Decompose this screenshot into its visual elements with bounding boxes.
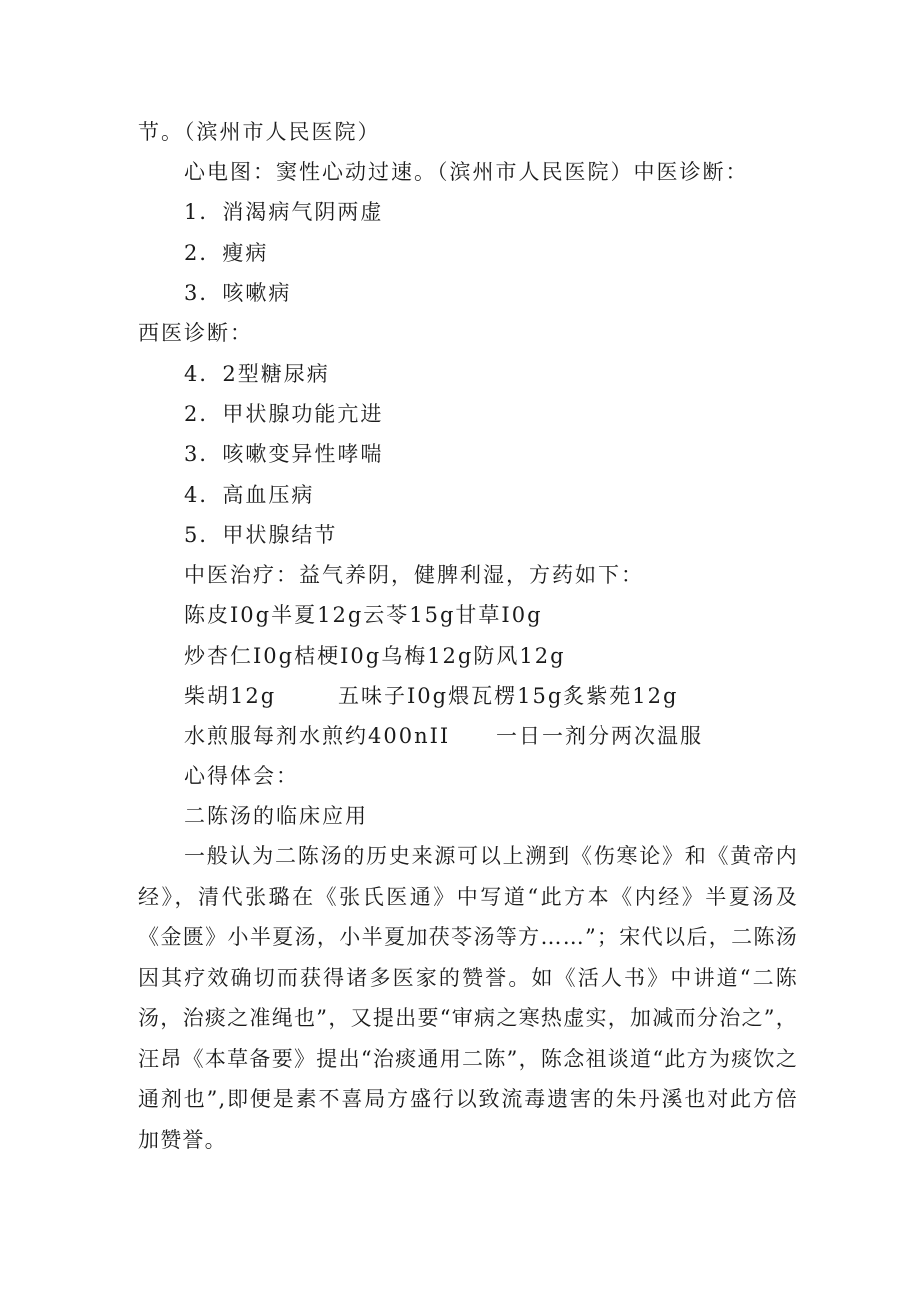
text-line-ecg: 心电图：窦性心动过速。（滨州市人民医院）中医诊断： — [184, 160, 749, 184]
western-diagnosis-item-4: 4．高血压病 — [184, 483, 315, 507]
tcm-diagnosis-item-3: 3．咳嗽病 — [184, 281, 292, 305]
western-diagnosis-item-1: 4．2型糖尿病 — [184, 362, 330, 386]
prescription-line-1: 陈皮I0g半夏12g云苓15g甘草I0g — [184, 603, 543, 627]
western-diagnosis-item-2: 2．甲状腺功能亢进 — [184, 402, 384, 426]
tcm-treatment-line: 中医治疗：益气养阴，健脾利湿，方药如下： — [184, 563, 644, 587]
decoction-instruction: 水煎服每剂水煎约400nII — [184, 724, 451, 748]
reflection-heading: 心得体会： — [184, 764, 299, 788]
section-title: 二陈汤的临床应用 — [184, 804, 368, 828]
tcm-diagnosis-item-2: 2．瘦病 — [184, 241, 269, 265]
prescription-line-3a: 柴胡12g — [184, 684, 277, 708]
prescription-line-3b: 五味子I0g煨瓦楞15g炙紫苑12g — [338, 684, 679, 708]
body-paragraph: 一般认为二陈汤的历史来源可以上溯到《伤寒论》和《黄帝内经》，清代张璐在《张氏医通》中写道“此方本《内经》半夏汤及《金匮》小半夏汤，小半夏加茯苓汤等方……”；宋代以后，二陈汤因其疗效确切而获得诸多医家的赞誉。如《活人书》中讲道“二陈汤，治痰之准绳也”，又提出要“审病之寒热虚实，加减而分治之”，汪昂《本草备要》提出“治痰通用二陈”，陈念祖谈道“此方为痰饮之通剂也”,即便是素不喜局方盛行以致流毒遗害的朱丹溪也对此方倍加赞誉。 — [138, 844, 798, 1152]
prescription-line-2: 炒杏仁I0g桔梗I0g乌梅12g防风12g — [184, 644, 566, 668]
western-diagnosis-item-3: 3．咳嗽变异性哮喘 — [184, 442, 384, 466]
tcm-diagnosis-item-1: 1．消渴病气阴两虚 — [184, 200, 384, 224]
western-diagnosis-heading: 西医诊断： — [138, 321, 253, 345]
text-line-section-end: 节。（滨州市人民医院） — [138, 120, 381, 144]
western-diagnosis-item-5: 5．甲状腺结节 — [184, 523, 338, 547]
dosage-instruction: 一日一剂分两次温服 — [496, 724, 703, 748]
